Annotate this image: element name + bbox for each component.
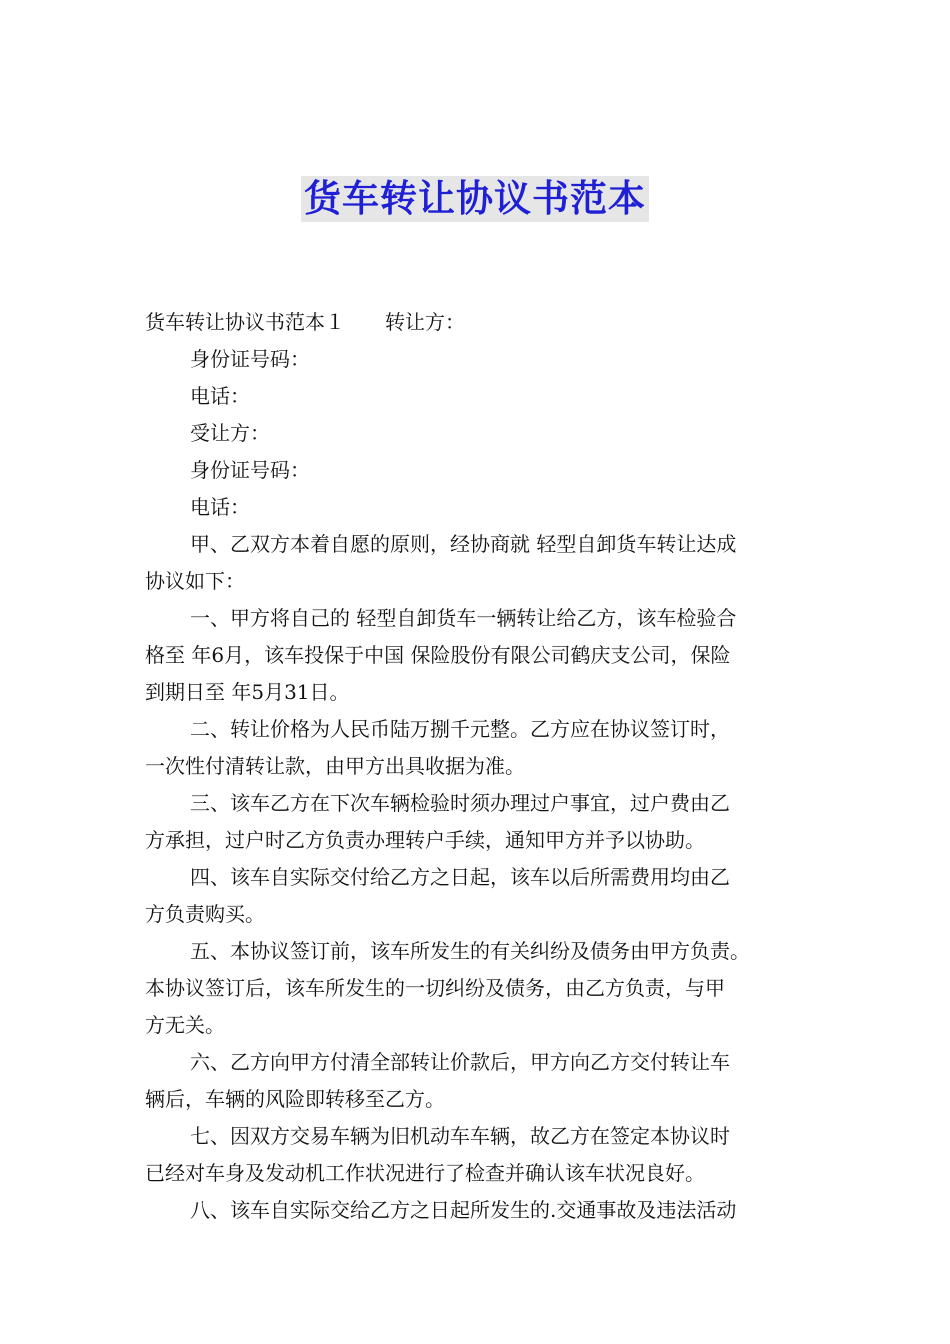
paragraph-line: 二、转让价格为人民币陆万捌千元整。乙方应在协议签订时， bbox=[190, 717, 730, 741]
paragraph-line: 七、因双方交易车辆为旧机动车车辆，故乙方在签定本协议时 bbox=[190, 1124, 730, 1148]
paragraph-clause-5 bbox=[145, 933, 807, 1044]
paragraph-line: 已经对车身及发动机工作状况进行了检查并确认该车状况良好。 bbox=[145, 1161, 705, 1185]
paragraph-line: 三、该车乙方在下次车辆检验时须办理过户事宜，过户费由乙 bbox=[190, 791, 730, 815]
paragraph-clause-3 bbox=[145, 785, 807, 859]
paragraph-line: 甲、乙双方本着自愿的原则，经协商就 轻型自卸货车转让达成 bbox=[190, 532, 737, 556]
field-id-number-transferee: 身份证号码： bbox=[190, 458, 310, 482]
doc-label: 货车转让协议书范本１ bbox=[145, 310, 345, 334]
field-transferee: 受让方： bbox=[190, 421, 270, 445]
paragraph-line: 一、甲方将自己的 轻型自卸货车一辆转让给乙方，该车检验合 bbox=[190, 606, 737, 630]
transferor-label: 转让方： bbox=[385, 310, 465, 334]
paragraph-line: 一次性付清转让款，由甲方出具收据为准。 bbox=[145, 754, 525, 778]
paragraph-line: 协议如下： bbox=[145, 569, 245, 593]
paragraph-clause-7 bbox=[145, 1118, 807, 1192]
paragraph-line: 到期日至 年5月31日。 bbox=[145, 680, 350, 704]
paragraph-clause-6 bbox=[145, 1044, 807, 1118]
title-container bbox=[0, 176, 950, 222]
paragraph-line: 方无关。 bbox=[145, 1013, 225, 1037]
paragraph-line: 本协议签订后，该车所发生的一切纠纷及债务，由乙方负责，与甲 bbox=[145, 976, 725, 1000]
field-phone-transferor: 电话： bbox=[190, 384, 250, 408]
paragraph-line: 四、该车自实际交付给乙方之日起，该车以后所需费用均由乙 bbox=[190, 865, 730, 889]
paragraph-clause-1 bbox=[145, 600, 807, 711]
document-title: 货车转让协议书范本 bbox=[301, 176, 649, 222]
field-phone-transferee: 电话： bbox=[190, 495, 250, 519]
header-line bbox=[145, 304, 807, 341]
paragraph-line: 八、该车自实际交给乙方之日起所发生的.交通事故及违法活动 bbox=[190, 1198, 737, 1222]
field-id-number-transferor: 身份证号码： bbox=[190, 347, 310, 371]
paragraph-intro bbox=[145, 526, 807, 600]
paragraph-clause-4 bbox=[145, 859, 807, 933]
paragraph-line: 五、本协议签订前，该车所发生的有关纠纷及债务由甲方负责。 bbox=[190, 939, 750, 963]
paragraph-line: 方承担，过户时乙方负责办理转户手续，通知甲方并予以协助。 bbox=[145, 828, 705, 852]
paragraph-line: 格至 年6月，该车投保于中国 保险股份有限公司鹤庆支公司，保险 bbox=[145, 643, 731, 667]
paragraph-clause-2 bbox=[145, 711, 807, 785]
paragraph-line: 方负责购买。 bbox=[145, 902, 265, 926]
paragraph-line: 六、乙方向甲方付清全部转让价款后，甲方向乙方交付转让车 bbox=[190, 1050, 730, 1074]
paragraph-clause-8 bbox=[145, 1192, 807, 1229]
document-body bbox=[145, 304, 807, 1229]
paragraph-line: 辆后，车辆的风险即转移至乙方。 bbox=[145, 1087, 445, 1111]
